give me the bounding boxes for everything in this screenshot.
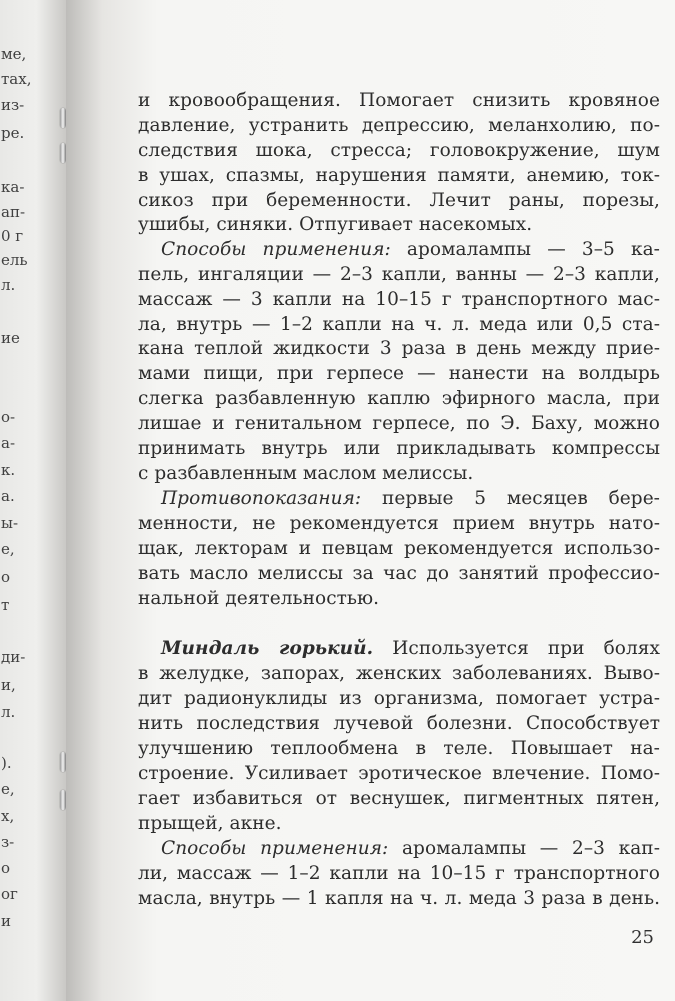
left-page-fragment: ди-: [1, 648, 26, 666]
body-text-line: ушибы, синяки. Отпугивает насекомых.: [138, 214, 533, 235]
left-page-fragment: к.: [1, 461, 16, 479]
right-page: [66, 0, 675, 1001]
body-text-line: сикоз при беременности. Лечит раны, порезы,: [138, 190, 660, 211]
body-text-line: принимать внутрь или прикладывать компрессы: [138, 438, 660, 459]
usage-text: аромалампы — 2–3 кап-: [388, 838, 660, 859]
left-page-fragment: ме,: [1, 45, 27, 63]
left-page-fragment: тах,: [1, 70, 32, 88]
body-text-line: давление, устранить депрессию, меланхолию, по-: [138, 115, 660, 136]
body-text-line: с разбавленным маслом мелиссы.: [138, 463, 474, 484]
left-page-fragment: ие: [1, 329, 20, 347]
usage-line: [161, 838, 660, 860]
left-page-fragment: ель: [1, 251, 28, 269]
body-text-line: пель, ингаляции — 2–3 капли, ванны — 2–3 капли,: [138, 264, 660, 285]
body-text-line: прыщей, акне.: [138, 813, 282, 834]
body-text-line: вать масло мелиссы за час до занятий профессио-: [138, 563, 660, 584]
usage-line: [161, 239, 660, 261]
left-page-fragment: х,: [1, 807, 15, 825]
body-text-line: массаж — 3 капли на 10–15 г транспортного мас-: [138, 289, 660, 310]
body-text-line: мами пищи, при герпесе — нанести на волдырь: [138, 363, 660, 384]
left-page: [0, 0, 66, 1001]
left-page-fragment: из-: [1, 96, 25, 114]
left-page-fragment: о-: [1, 408, 16, 426]
contraindications-line: [161, 488, 660, 510]
left-page-fragment: ка-: [1, 178, 25, 196]
body-text-line: кана теплой жидкости 3 раза в день между прие-: [138, 338, 660, 359]
body-text-line: слегка разбавленную каплю эфирного масла, при: [138, 388, 660, 409]
usage-text: аромалампы — 3–5 ка-: [390, 239, 660, 260]
body-text-line: строение. Усиливает эротическое влечение. Помо-: [138, 763, 660, 784]
almond-text: Используется при болях: [373, 638, 661, 659]
body-text-line: нить последствия лучевой болезни. Способствует: [138, 713, 660, 734]
left-page-fragment: е,: [1, 780, 15, 798]
body-text-line: менности, не рекомендуется прием внутрь нато-: [138, 513, 660, 534]
almond-title: Миндаль горький.: [161, 638, 374, 659]
contraindications-label: Противопоказания:: [161, 488, 362, 509]
almond-heading-line: [161, 638, 660, 660]
body-text-line: гает избавиться от веснушек, пигментных пятен,: [138, 788, 660, 809]
left-page-fragment: ог: [1, 885, 18, 903]
left-page-fragment: ).: [1, 754, 12, 772]
left-page-fragment: е,: [1, 540, 15, 558]
body-text-line: лишае и генитальном герпесе, по Э. Баху, можно: [138, 413, 660, 434]
left-page-fragment: ап-: [1, 203, 26, 221]
usage-label: Способы применения:: [161, 239, 391, 260]
body-text-line: следствия шока, стресса; головокружение, шум: [138, 140, 660, 161]
usage-label: Способы применения:: [161, 838, 389, 859]
body-text-line: ли, массаж — 1–2 капли на 10–15 г транспортного: [138, 863, 660, 884]
body-text-line: в желудке, запорах, женских заболеваниях. Выво-: [138, 663, 660, 684]
left-page-fragment: и: [1, 912, 11, 930]
left-page-fragment: а-: [1, 434, 16, 452]
body-text-line: масла, внутрь — 1 капля на ч. л. меда 3 раза в день.: [138, 888, 660, 909]
body-text-line: ла, внутрь — 1–2 капли на ч. л. меда или 0,5 ста-: [138, 314, 660, 335]
left-page-fragment: а.: [1, 487, 15, 505]
contraindications-text: первые 5 месяцев бере-: [361, 488, 660, 509]
left-page-fragment: л.: [1, 703, 16, 721]
left-page-fragment: т: [1, 596, 10, 614]
page-number: 25: [631, 927, 654, 948]
body-text-line: улучшению теплообмена в теле. Повышает на-: [138, 738, 660, 759]
left-page-fragment: о: [1, 859, 11, 877]
body-text-line: нальной деятельностью.: [138, 588, 380, 609]
body-text-line: щак, лекторам и певцам рекомендуется использо-: [138, 538, 660, 559]
body-text-line: дит радионуклиды из организма, помогает устра-: [138, 688, 660, 709]
left-page-fragment: л.: [1, 276, 16, 294]
left-page-fragment: з-: [1, 833, 15, 851]
left-page-fragment: и,: [1, 676, 16, 694]
left-page-fragment: о: [1, 568, 11, 586]
body-text-line: и кровообращения. Помогает снизить кровяное: [138, 90, 660, 111]
left-page-fragment: ре.: [1, 124, 25, 142]
body-text-line: в ушах, спазмы, нарушения памяти, анемию, ток-: [138, 165, 660, 186]
left-page-fragment: 0 г: [1, 227, 24, 245]
left-page-fragment: ы-: [1, 514, 19, 532]
